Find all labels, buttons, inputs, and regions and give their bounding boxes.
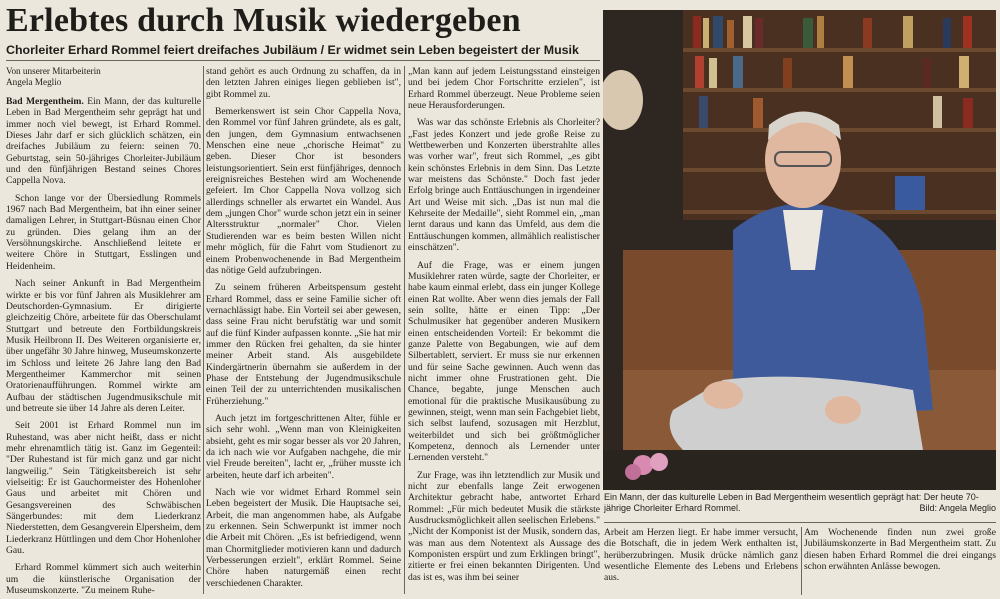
- article-paragraph: Auf die Frage, was er einem jungen Musiklehrer raten würde, sagte der Chorleiter, er habe kaum einmal erlebt, dass ein junger Kollege einen Rat wollte. Aber wenn dies jemals der Fall sein sollte, hätte er einen Tipp: „Der Schulmusiker hat gegenüber anderen Musikern einen entscheidenden Vorteil: Er bekommt die ganze Palette von Begabungen, wie auf dem Silbertablett, serviert. Er muss sie nur erkennen und für seine Sache gewinnen. Auch wenn das nicht immer ohne Frustrationen geht. Die Chance, begabte, junge Menschen auch emotional für die praktische Musikausübung zu gewinnen, steigt, wenn man sein Fachgebiet liebt, sich selbst laufend, sozusagen mit Herzblut, weiterbildet und sich bei größtmöglicher Kompetenz, dennoch als Lernender unter Lernenden versteht.": [408, 259, 600, 464]
- article-paragraph: Arbeit am Herzen liegt. Er habe immer versucht, die Botschaft, die in jedem Werk enthalten ist, herüberzubringen. Musik drücke nämlich ganz wesentliche Elemente des Lebens und Erlebens aus.: [604, 527, 798, 584]
- caption-divider: [604, 522, 996, 523]
- article-paragraph: Zur Frage, was ihn letztendlich zur Musik und nicht zur ebenfalls lange Zeit erwogenen Architektur gebracht habe, antwortet Erhard Rommel: „Für mich bedeutet Musik die stärkste Ausdrucksmöglichkeit allen seelischen Erlebens." „Nicht der Komponist ist der Musik, sondern das, was man aus dem Notentext als Aussage des Komponisten erspürt und zum Erklingen bringt", zitierte er frei einen bekannten Dirigenten. Und das ist es, was ihm bei seiner: [408, 469, 600, 583]
- article-paragraph: Schon lange vor der Übersiedlung Rommels 1967 nach Bad Mergentheim, bat ihn einer seiner damaligen Lehrer, in Stuttgart-Büsnau einen Chor zu gründen. Dies gelang ihm an der Versöhnungskirche. Anschließend leitete er weitere Chöre in Stuttgart, Esslingen und Heidenheim.: [6, 192, 201, 272]
- article-paragraph: Auch jetzt im fortgeschrittenen Alter, fühle er sich sehr wohl. „Wenn man von Kleinigkeiten absieht, geht es mir sogar besser als vor 20 Jahren, da ich nach wie vor Aufgaben nachgehe, die mir viel Freude bereiten", lacht er, „früher musste ich arbeiten, heute darf ich arbeiten".: [206, 412, 401, 481]
- paragraph-text: Ein Mann, der das kulturelle Leben in Bad Mergentheim sehr geprägt hat und immer noch viel bewegt, ist Erhard Rommel. Dieses Jahr darf er sich glücklich schätzen, ein dreifaches Jubiläum zu feiern: seinen 70. Geburtstag, sein 50-jähriges Chorleiter-Jubiläum und den fünfjährigen Bestand seines Chores Cappella Nova.: [6, 96, 201, 187]
- column-divider: [404, 66, 405, 594]
- article-paragraph: „Man kann auf jedem Leistungsstand einsteigen und bei jedem Chor Fortschritte erzielen", ist Erhard Rommel überzeugt. Neue Probleme seien neue Herausforderungen.: [408, 66, 600, 112]
- byline: [6, 66, 201, 88]
- article-paragraph: Was war das schönste Erlebnis als Chorleiter? „Fast jedes Konzert und jede große Reise zu Wettbewerben und Konzerten überstrahlte alles was vorher war", freut sich Rommel, „es gibt kein schönstes Erlebnis in dem Sinn. Das Letzte war meistens das Schönste." Doch fast jeder Erfolg bringe auch Enttäuschungen in irgendeiner Art und Weise mit sich. „Das ist nun mal die Kehrseite der Medaille", sieht Rommel ein, „man lernt daraus und kann das Umfeld, aus dem die Enttäuschungen kommen, allmählich realistischer einschätzen".: [408, 117, 600, 254]
- article-paragraph: Nach seiner Ankunft in Bad Mergentheim wirkte er bis vor fünf Jahren als Musiklehrer am Deutschorden-Gymnasium. Er dirigierte gleichzeitig Chöre, arbeitete für das Oberschulamt Stuttgart und betreute den Fortbildungskreis Musik Heilbronn II. Des Weiteren organisierte er, über ungefähr 30 Jahre hinweg, Museumskonzerte im Schloss und leitete 26 Jahre lang den Bad Mergentheimer Kammerchor mit seinen Oratorienaufführungen. Rommel wirkte am Aufbau der städtischen Jugendmusikschule mit und betreute sie über 14 Jahre als deren Leiter.: [6, 278, 201, 414]
- article-paragraph: Bemerkenswert ist sein Chor Cappella Nova, den Rommel vor fünf Jahren gründete, als es galt, den jungen, dem Gymnasium entwachsenen Menschen eine neue „chorische Heimat" zu geben. Dieser Chor ist besonders leistungsorientiert. Sein erst fünfjähriges, dennoch ereignisreiches Bestehen wird am Wochenende gefeiert. Im Chor Cappella Nova vollzog sich allerdings schneller als erwartet ein Wandel. Aus dem „jungen Chor" wurde schon jetzt ein in seiner Altersstruktur „normaler" Chor. Vielen Studierenden war es beim besten Willen nicht mehr möglich, für die Fahrt vom Studienort zu einem Probenwochenende in Bad Mergentheim das nötige Geld aufzubringen.: [206, 106, 401, 276]
- byline-author: Angela Meglio: [6, 77, 62, 87]
- column-divider: [801, 527, 802, 595]
- article-paragraph: stand gehört es auch Ordnung zu schaffen, da in den letzten Jahren einiges liegen geblieben ist", gibt Rommel zu.: [206, 66, 401, 100]
- portrait-photo-illustration: [603, 10, 996, 490]
- article-column-4: [604, 527, 798, 597]
- article-paragraph: [6, 96, 201, 187]
- photo-caption-text: Ein Mann, der das kulturelle Leben in Bad Mergentheim wesentlich geprägt hat: Der heute 70-jährige Chorleiter Erhard Rommel.: [604, 492, 979, 513]
- article-paragraph: Erhard Rommel kümmert sich auch weiterhin um die künstlerische Organisation der Museumskonzerte. "Zu meinem Ruhe-: [6, 562, 201, 596]
- headline: Erlebtes durch Musik wiedergeben: [6, 2, 521, 39]
- headline-divider: [6, 60, 600, 61]
- article-paragraph: Nach wie vor widmet Erhard Rommel sein Leben begeistert der Musik. Die Hauptsache sei, Arbeit, die man angenommen habe, als Aufgabe zu erkennen. Sein Schwerpunkt ist immer noch die Arbeit mit Chören. „Es ist befriedigend, wenn man Chormitglieder motivieren kann und dadurch Verbesserungen erzielt", erklärt Rommel. Seine Chöre haben naturgemäß einen recht verschiedenen Charakter.: [206, 487, 401, 589]
- column-divider: [203, 66, 204, 594]
- article-paragraph: Seit 2001 ist Erhard Rommel nun im Ruhestand, was aber nicht heißt, dass er nicht mehr ehrenamtlich tätig ist. Ganz im Gegenteil: "Der Ruhestand ist für mich ganz und gar nicht langweilig." Sein Tätigkeitsbereich ist sehr vielseitig: Er ist Gauchormeister des Hohenloher Gaus und arbeitet mit Chören und Gesangsvereinen des Schwäbischen Sängerbundes: mit dem Liederkranz Niederstetten, dem Gesangverein Elpersheim, dem Liederkranz Hüttlingen und dem Chor Hohenloher Gau.: [6, 420, 201, 557]
- article-column-3: [408, 66, 600, 596]
- dateline: Bad Mergentheim.: [6, 96, 84, 107]
- byline-line-1: Von unserer Mitarbeiterin: [6, 66, 101, 76]
- article-column-5: [804, 527, 996, 597]
- photo-credit: Bild: Angela Meglio: [919, 502, 996, 513]
- article-column-1: [6, 66, 201, 596]
- subheadline: Chorleiter Erhard Rommel feiert dreifaches Jubiläum / Er widmet sein Leben begeistert der Musik: [6, 43, 579, 57]
- photo-caption: [604, 492, 996, 514]
- article-paragraph: Zu seinem früheren Arbeitspensum gesteht Erhard Rommel, dass er seine Familie sicher oft vernachlässigt habe. Ein Vorteil sei aber gewesen, dass seine Frau nicht berufstätig war und somit auf die fünf Kinder aufpassen konnte. „Sie hat mir immer den Rücken frei gehalten, da sie hinter meiner Arbeit stand. Als ausgebildete Kindergärtnerin übernahm sie außerdem in der Phase der Entstehung der Jugendmusikschule einen Teil der zu unterrichtenden musikalischen Früherziehung.": [206, 282, 401, 407]
- article-column-2: [206, 66, 401, 596]
- portrait-photo: [603, 10, 996, 490]
- article-paragraph: Am Wochenende finden nun zwei große Jubiläumskonzerte in Bad Mergentheim statt. Zu diesen haben Erhard Rommel die drei eingangs schon erwähnten Anlässe bewogen.: [804, 527, 996, 573]
